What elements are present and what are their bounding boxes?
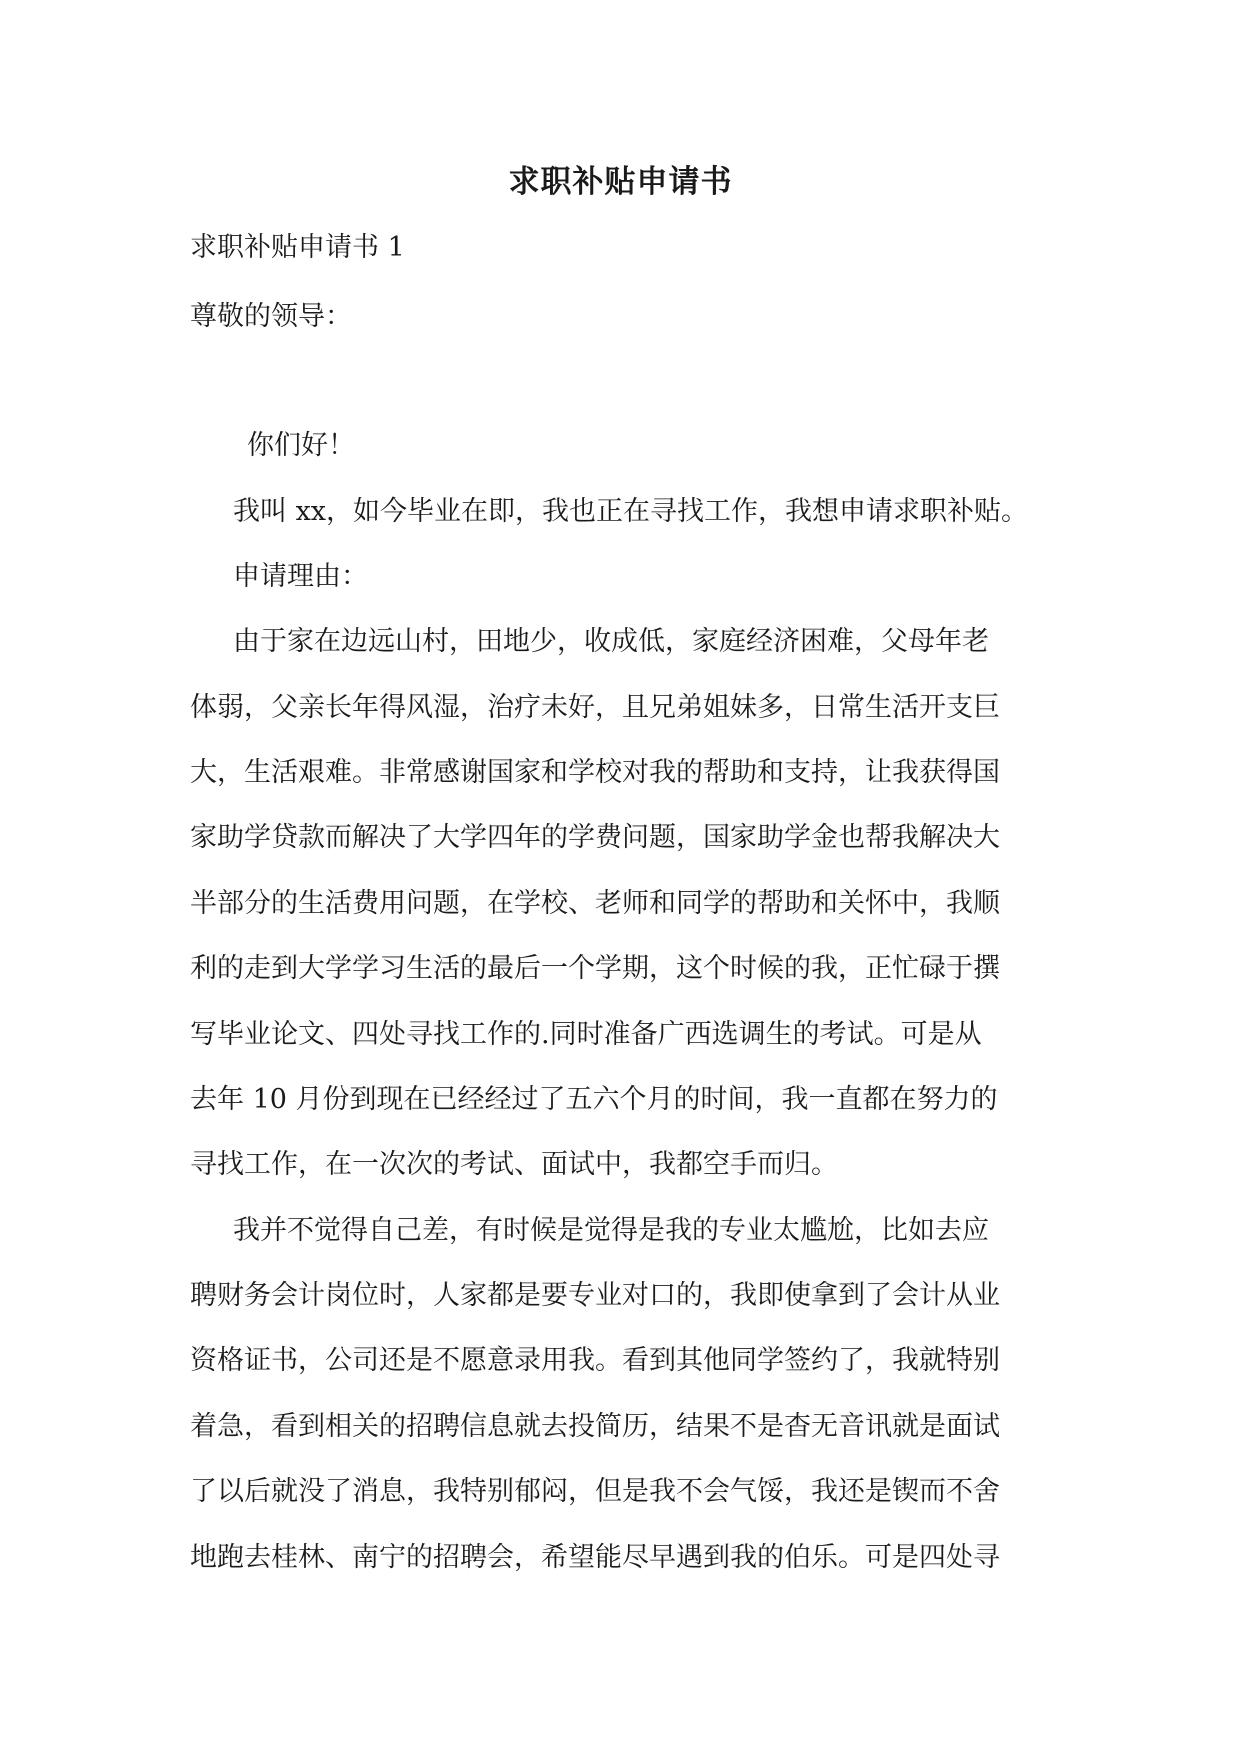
paragraph-line: 着急，看到相关的招聘信息就去投简历，结果不是杳无音讯就是面试	[190, 1411, 1000, 1442]
paragraph-line: 大，生活艰难。非常感谢国家和学校对我的帮助和支持，让我获得国	[190, 757, 1000, 788]
paragraph-line: 利的走到大学学习生活的最后一个学期，这个时候的我，正忙碌于撰	[190, 953, 1000, 984]
paragraph-line: 寻找工作，在一次次的考试、面试中，我都空手而归。	[190, 1149, 838, 1180]
paragraph-line: 资格证书，公司还是不愿意录用我。看到其他同学签约了，我就特别	[190, 1345, 1000, 1376]
paragraph-line: 我叫 xx，如今毕业在即，我也正在寻找工作，我想申请求职补贴。	[233, 496, 1029, 527]
salutation: 尊敬的领导：	[190, 301, 352, 332]
document-title: 求职补贴申请书	[508, 164, 733, 200]
paragraph-line: 由于家在边远山村，田地少，收成低，家庭经济困难，父母年老	[233, 626, 989, 657]
paragraph-line: 家助学贷款而解决了大学四年的学费问题，国家助学金也帮我解决大	[190, 822, 1000, 853]
paragraph-line: 聘财务会计岗位时，人家都是要专业对口的，我即使拿到了会计从业	[190, 1280, 1000, 1311]
paragraph-line: 半部分的生活费用问题，在学校、老师和同学的帮助和关怀中，我顺	[190, 888, 1000, 919]
greeting: 你们好！	[247, 430, 355, 461]
document-subtitle: 求职补贴申请书 1	[190, 232, 405, 263]
paragraph-line: 写毕业论文、四处寻找工作的.同时准备广西选调生的考试。可是从	[190, 1019, 982, 1050]
paragraph-line: 去年 10 月份到现在已经经过了五六个月的时间，我一直都在努力的	[190, 1084, 998, 1115]
paragraph-line: 了以后就没了消息，我特别郁闷，但是我不会气馁，我还是锲而不舍	[190, 1476, 1000, 1507]
paragraph-line: 申请理由：	[233, 561, 368, 592]
paragraph-line: 我并不觉得自己差，有时候是觉得是我的专业太尴尬，比如去应	[233, 1215, 989, 1246]
paragraph-line: 体弱，父亲长年得风湿，治疗未好，且兄弟姐妹多，日常生活开支巨	[190, 692, 1000, 723]
paragraph-line: 地跑去桂林、南宁的招聘会，希望能尽早遇到我的伯乐。可是四处寻	[190, 1542, 1000, 1573]
